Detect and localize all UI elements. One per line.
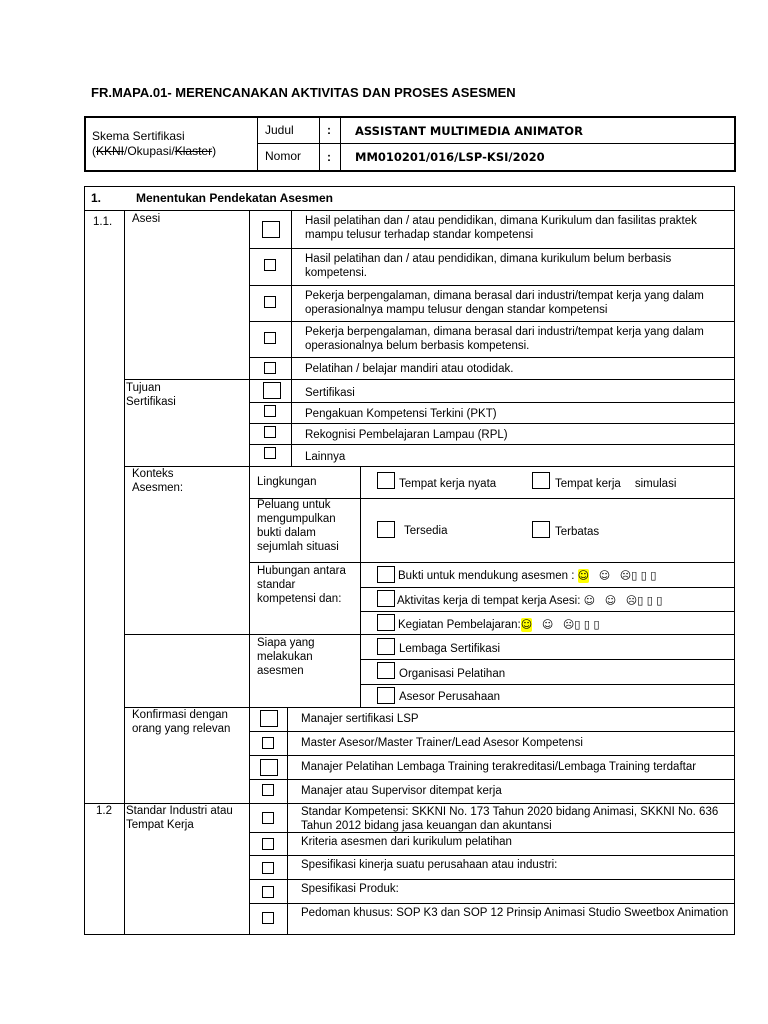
standar-option-label: Kriteria asesmen dari kurikulum pelatihan (301, 836, 512, 848)
konfirmasi-option-label: Manajer Pelatihan Lembaga Training terakreditasi/Lembaga Training terdaftar (301, 761, 697, 773)
missing-glyph-icon: ▯ ▯ ▯ (574, 618, 600, 631)
tujuan-option-checkbox[interactable] (264, 405, 276, 417)
neutral-face-icon: ☺ (598, 569, 611, 582)
tujuan-option-label: Rekognisi Pembelajaran Lampau (RPL) (305, 429, 508, 441)
missing-glyph-icon: ▯ ▯ ▯ (637, 594, 663, 607)
skema-label: Skema Sertifikasi (92, 129, 185, 143)
konteks-label: Konteks Asesmen: (132, 468, 184, 494)
judul-label: Judul (265, 123, 294, 137)
konfirmasi-option-label: Master Asesor/Master Trainer/Lead Asesor Kompetensi (301, 737, 583, 749)
asesi-label: Asesi (132, 213, 161, 225)
lingkungan-label: Lingkungan (257, 476, 317, 488)
sad-face-icon: ☹ (562, 618, 575, 631)
konfirmasi-option-checkbox[interactable] (262, 784, 274, 796)
standar-option-checkbox[interactable] (262, 886, 274, 898)
konfirmasi-option-label: Manajer sertifikasi LSP (301, 713, 419, 725)
asesi-option-label: Hasil pelatihan dan / atau pendidikan, dimana Kurikulum dan fasilitas praktek mampu telusur terhadap standar kompetensi (305, 215, 697, 241)
standar-option-label: Standar Kompetensi: SKKNI No. 173 Tahun 2020 bidang Animasi, SKKNI No. 636 Tahun 2012 bidang jasa keuangan dan akuntansi (301, 806, 719, 832)
konfirmasi-option-label: Manajer atau Supervisor ditempat kerja (301, 785, 502, 797)
smile-icon: ☺ (577, 569, 590, 582)
siapa-option-label: Lembaga Sertifikasi (399, 643, 500, 655)
tujuan-option-checkbox[interactable] (264, 426, 276, 438)
neutral-face-icon: ☺ (604, 594, 617, 607)
hubungan-kegiatan-checkbox[interactable] (377, 614, 395, 631)
row-number-1-1: 1.1. (93, 216, 113, 228)
tujuan-option-label: Lainnya (305, 451, 346, 463)
standar-option-label: Spesifikasi Produk: (301, 883, 399, 895)
peluang-tersedia-label: Tersedia (404, 525, 448, 537)
page-title: FR.MAPA.01- MERENCANAKAN AKTIVITAS DAN PROSES ASESMEN (91, 85, 516, 100)
nomor-label: Nomor (265, 149, 302, 163)
lingkungan-nyata-label: Tempat kerja nyata (399, 478, 497, 490)
asesi-option-checkbox[interactable] (264, 259, 276, 271)
hubungan-aktivitas-label: Aktivitas kerja di tempat kerja Asesi: (397, 595, 581, 607)
judul-value: ASSISTANT MULTIMEDIA ANIMATOR (355, 124, 583, 138)
tujuan-option-label: Sertifikasi (305, 387, 355, 399)
hubungan-bukti-label: Bukti untuk mendukung asesmen : (398, 570, 575, 582)
section-number: 1. (91, 191, 102, 205)
standar-option-checkbox[interactable] (262, 838, 274, 850)
neutral-face-icon: ☺ (541, 618, 554, 631)
siapa-label: Siapa yang melakukan asesmen (257, 637, 315, 677)
standar-option-checkbox[interactable] (262, 912, 274, 924)
lingkungan-simulasi-label: Tempat kerja simulasi (555, 478, 677, 490)
standar-option-label: Spesifikasi kinerja suatu perusahaan atau industri: (301, 859, 558, 871)
tujuan-option-checkbox[interactable] (264, 447, 276, 459)
section-heading: Menentukan Pendekatan Asesmen (136, 191, 333, 205)
konfirmasi-option-checkbox[interactable] (260, 759, 278, 776)
sad-face-icon: ☹ (619, 569, 632, 582)
hubungan-bukti-checkbox[interactable] (377, 566, 395, 583)
asesi-option-label: Pekerja berpengalaman, dimana berasal dari industri/tempat kerja yang dalam operasionalnya mampu telusur dengan standar kompetensi (305, 290, 704, 316)
skema-type-label: (KKNI/Okupasi/Klaster) (92, 144, 217, 158)
hubungan-aktivitas-checkbox[interactable] (377, 590, 395, 607)
standar-option-checkbox[interactable] (262, 862, 274, 874)
konfirmasi-option-checkbox[interactable] (260, 710, 278, 727)
lingkungan-simulasi-checkbox[interactable] (532, 472, 550, 489)
nomor-value: MM010201/016/LSP-KSI/2020 (355, 150, 545, 164)
peluang-terbatas-checkbox[interactable] (532, 521, 550, 538)
missing-glyph-icon: ▯ ▯ ▯ (631, 569, 657, 582)
konfirmasi-option-checkbox[interactable] (262, 737, 274, 749)
konfirmasi-label: Konfirmasi dengan orang yang relevan (132, 709, 231, 735)
sad-face-icon: ☹ (625, 594, 638, 607)
asesi-option-label: Pelatihan / belajar mandiri atau otodidak. (305, 363, 514, 375)
asesi-option-checkbox[interactable] (262, 221, 280, 238)
smile-icon: ☺ (520, 618, 533, 631)
standar-industri-label: Standar Industri atau Tempat Kerja (126, 805, 233, 831)
hubungan-kegiatan-label: Kegiatan Pembelajaran: (398, 619, 521, 631)
judul-colon: : (327, 123, 331, 137)
peluang-tersedia-checkbox[interactable] (377, 521, 395, 538)
standar-option-label: Pedoman khusus: SOP K3 dan SOP 12 Prinsip Animasi Studio Sweetbox Animation (301, 907, 729, 919)
asesi-option-label: Hasil pelatihan dan / atau pendidikan, dimana kurikulum belum berbasis kompetensi. (305, 253, 672, 279)
siapa-option-checkbox[interactable] (377, 662, 395, 679)
tujuan-option-label: Pengakuan Kompetensi Terkini (PKT) (305, 408, 497, 420)
hubungan-kegiatan-row (398, 618, 600, 632)
hubungan-bukti-row (398, 569, 656, 583)
siapa-option-label: Organisasi Pelatihan (399, 668, 506, 680)
row-number-1-2: 1.2 (96, 805, 112, 817)
lingkungan-nyata-checkbox[interactable] (377, 472, 395, 489)
peluang-terbatas-label: Terbatas (555, 526, 600, 538)
asesi-option-label: Pekerja berpengalaman, dimana berasal dari industri/tempat kerja yang dalam operasionalnya belum berbasis kompetensi. (305, 326, 704, 352)
hubungan-label: Hubungan antara standar kompetensi dan: (257, 565, 346, 605)
siapa-option-checkbox[interactable] (377, 687, 395, 704)
standar-option-checkbox[interactable] (262, 812, 274, 824)
peluang-label: Peluang untuk mengumpulkan bukti dalam sejumlah situasi (257, 499, 339, 553)
siapa-option-checkbox[interactable] (377, 638, 395, 655)
tujuan-label: Tujuan Sertifikasi (126, 382, 176, 408)
tujuan-option-checkbox[interactable] (263, 382, 281, 399)
hubungan-aktivitas-row (397, 594, 662, 608)
siapa-option-label: Asesor Perusahaan (399, 691, 501, 703)
asesi-option-checkbox[interactable] (264, 332, 276, 344)
asesi-option-checkbox[interactable] (264, 362, 276, 374)
nomor-colon: : (327, 150, 331, 164)
asesi-option-checkbox[interactable] (264, 296, 276, 308)
smile-icon: ☺ (583, 594, 596, 607)
